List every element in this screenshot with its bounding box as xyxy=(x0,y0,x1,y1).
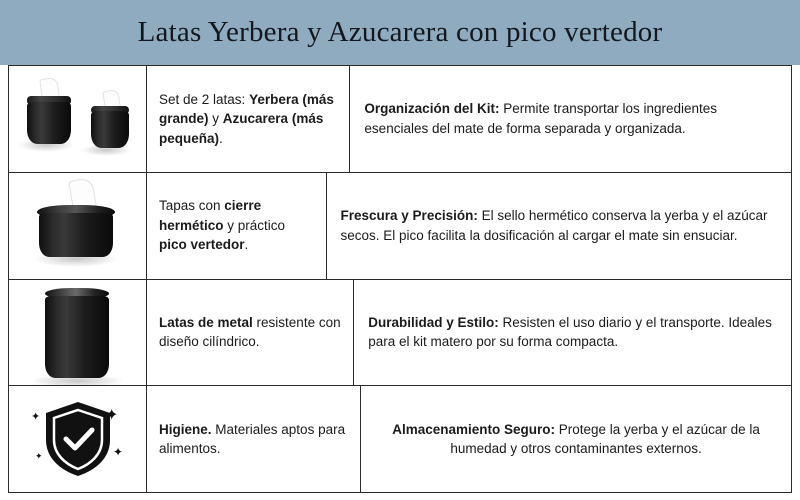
table-cell-short-text xyxy=(147,280,354,386)
text-part: y práctico xyxy=(223,217,286,233)
text-part: Tapas con xyxy=(159,198,225,214)
sparkle-icon: ✦ xyxy=(113,445,124,460)
sparkle-icon: ✦ xyxy=(31,411,41,424)
shield-check-icon xyxy=(9,386,146,492)
text-part: . xyxy=(219,130,223,146)
can-body xyxy=(91,111,129,148)
feature-label xyxy=(159,420,348,459)
table-row xyxy=(9,280,792,387)
text-part: Materiales aptos para alimentos. xyxy=(159,421,346,457)
feature-label xyxy=(159,196,314,255)
can-body xyxy=(27,102,71,144)
benefit-title: Durabilidad y Estilo: xyxy=(368,314,499,330)
feature-label xyxy=(159,90,337,149)
text-part: Set de 2 latas: xyxy=(159,91,250,107)
sparkle-icon: ✦ xyxy=(35,451,43,462)
benefit-text xyxy=(375,420,777,459)
benefit-text xyxy=(341,206,777,245)
table-cell-long-text xyxy=(350,66,792,172)
table-cell-short-text xyxy=(147,386,361,492)
text-bold: cierre hermético xyxy=(159,198,262,233)
benefit-body: Permite transportar los ingredientes esenciales del mate de forma separada y organizada. xyxy=(364,101,718,136)
text-bold: Higiene. xyxy=(159,421,212,437)
table-cell-long-text xyxy=(361,386,792,492)
table-row xyxy=(9,386,792,493)
text-bold: Latas de metal xyxy=(159,314,253,330)
table-cell-long-text xyxy=(327,173,792,279)
table-cell-image xyxy=(9,173,147,279)
benefit-body: El sello hermético conserva la yerba y el azúcar secos. El pico facilita la dosificación al cargar el mate sin ensuciar. xyxy=(340,208,768,243)
text-bold: pico vertedor xyxy=(159,237,245,253)
shield-glyph xyxy=(42,400,114,478)
table-cell-image xyxy=(9,280,147,386)
features-table xyxy=(8,65,792,493)
table-cell-short-text xyxy=(147,173,327,279)
can-open-lid-photo xyxy=(9,173,146,279)
text-bold: Yerbera (más grande) xyxy=(159,91,334,127)
sparkle-icon: ✦ xyxy=(105,407,119,425)
single-can-photo xyxy=(9,280,146,386)
benefit-body: Protege la yerba y el azúcar de la humedad y otros contaminantes externos. xyxy=(450,421,760,457)
table-row xyxy=(9,173,792,280)
header-banner xyxy=(0,0,800,65)
benefit-title: Organización del Kit: xyxy=(364,101,500,117)
benefit-body: Resisten el uso diario y el transporte. Ideales para el kit matero por su forma compacta. xyxy=(368,314,772,350)
table-cell-short-text xyxy=(147,66,350,172)
benefit-text xyxy=(368,313,777,352)
page-title: Latas Yerbera y Azucarera con pico vertedor xyxy=(137,16,663,48)
table-cell-long-text xyxy=(354,280,792,386)
text-part: y xyxy=(208,111,223,127)
text-part: resistente con diseño cilíndrico. xyxy=(159,314,341,350)
text-part: . xyxy=(244,237,249,253)
table-cell-image xyxy=(9,66,147,172)
can-body xyxy=(39,213,113,257)
text-bold: Azucarera (más pequeña) xyxy=(159,111,324,146)
table-row xyxy=(9,66,792,173)
can-body xyxy=(45,296,109,378)
benefit-title: Almacenamiento Seguro: xyxy=(392,421,555,437)
benefit-title: Frescura y Precisión: xyxy=(340,208,478,224)
benefit-text xyxy=(364,99,777,138)
feature-label xyxy=(159,313,341,352)
table-cell-image xyxy=(9,386,147,492)
two-cans-photo xyxy=(9,66,146,172)
